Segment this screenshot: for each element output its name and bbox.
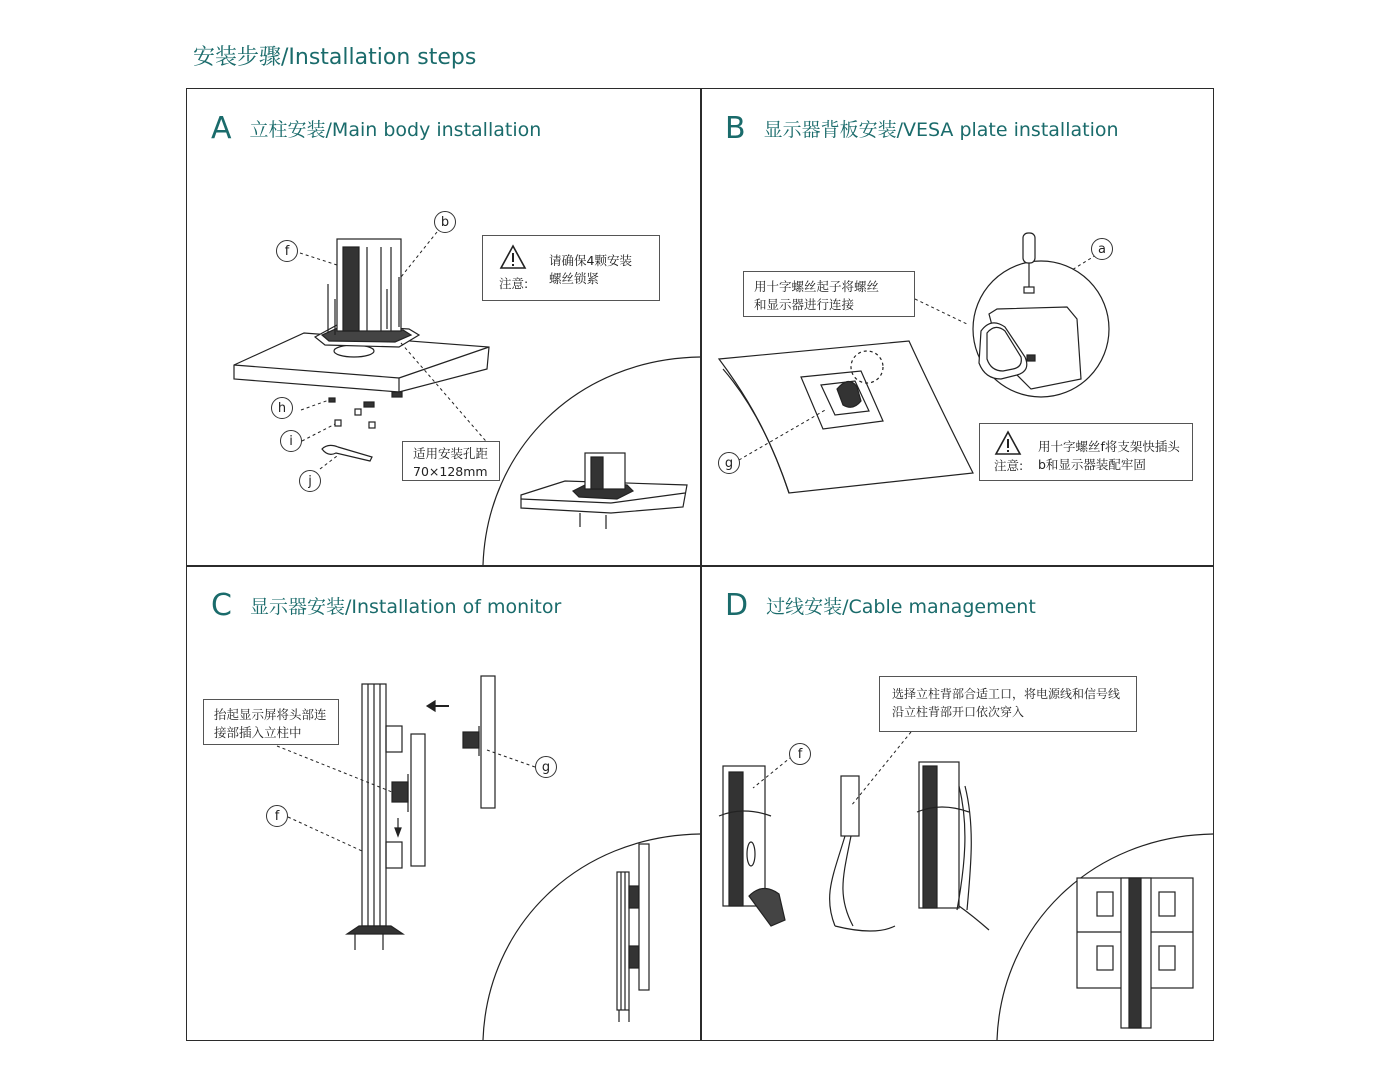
panel-installation-of-monitor bbox=[187, 566, 700, 1040]
panel-cable-management bbox=[701, 566, 1213, 1040]
hole-spacing-note bbox=[402, 441, 500, 481]
note-line: 抬起显示屏将头部连 bbox=[214, 707, 327, 722]
warning-label: 注意: bbox=[994, 458, 1024, 473]
callout-g: g bbox=[718, 452, 740, 474]
note-line: 沿立柱背部开口依次穿入 bbox=[892, 705, 1025, 719]
callout-f: f bbox=[266, 805, 288, 827]
warning-box bbox=[482, 235, 660, 301]
note-line: 70×128mm bbox=[413, 464, 488, 479]
step-title: 显示器安装/Installation of monitor bbox=[249, 596, 562, 618]
main-body-illustration bbox=[187, 89, 700, 565]
warning-text-line: b和显示器装配牢固 bbox=[1038, 457, 1146, 472]
step-letter: B bbox=[725, 111, 746, 146]
cable-routing-note bbox=[879, 676, 1137, 732]
monitor-installation-illustration bbox=[187, 566, 700, 1040]
warning-icon bbox=[994, 430, 1022, 456]
page-title: 安装步骤/Installation steps bbox=[193, 45, 477, 70]
note-line: 和显示器进行连接 bbox=[754, 297, 855, 312]
cable-management-illustration bbox=[701, 566, 1213, 1040]
callout-a: a bbox=[1091, 238, 1113, 260]
callout-j: j bbox=[299, 470, 321, 492]
screwdriver-note bbox=[743, 271, 915, 317]
callout-f: f bbox=[789, 743, 811, 765]
callout-f: f bbox=[276, 240, 298, 262]
note-line: 适用安装孔距 bbox=[413, 446, 489, 461]
step-title: 立柱安装/Main body installation bbox=[249, 119, 542, 141]
note-line: 选择立柱背部合适工口，将电源线和信号线 bbox=[892, 687, 1121, 701]
panel-vesa-plate-installation bbox=[701, 89, 1213, 565]
callout-i: i bbox=[280, 430, 302, 452]
callout-b: b bbox=[434, 211, 456, 233]
step-letter: D bbox=[725, 588, 749, 623]
warning-text bbox=[1038, 438, 1180, 474]
note-line: 用十字螺丝起子将螺丝 bbox=[754, 279, 880, 294]
warning-text-line: 螺丝锁紧 bbox=[549, 271, 600, 286]
instruction-grid bbox=[186, 88, 1214, 1041]
warning-text-line: 请确保4颗安装 bbox=[549, 253, 632, 268]
warning-text-line: 用十字螺丝f将支架快插头 bbox=[1038, 439, 1180, 454]
warning-icon bbox=[499, 244, 527, 270]
step-letter: C bbox=[211, 588, 232, 623]
step-letter: A bbox=[211, 111, 232, 146]
lift-screen-note bbox=[203, 699, 339, 745]
warning-text bbox=[549, 252, 632, 288]
warning-label: 注意: bbox=[499, 276, 529, 291]
step-title: 显示器背板安装/VESA plate installation bbox=[763, 119, 1119, 141]
panel-main-body-installation bbox=[187, 89, 700, 565]
callout-h: h bbox=[271, 397, 293, 419]
step-title: 过线安装/Cable management bbox=[766, 596, 1036, 618]
warning-box bbox=[979, 423, 1193, 481]
note-line: 接部插入立柱中 bbox=[214, 725, 302, 740]
callout-g: g bbox=[535, 756, 557, 778]
vesa-plate-illustration bbox=[701, 89, 1213, 565]
